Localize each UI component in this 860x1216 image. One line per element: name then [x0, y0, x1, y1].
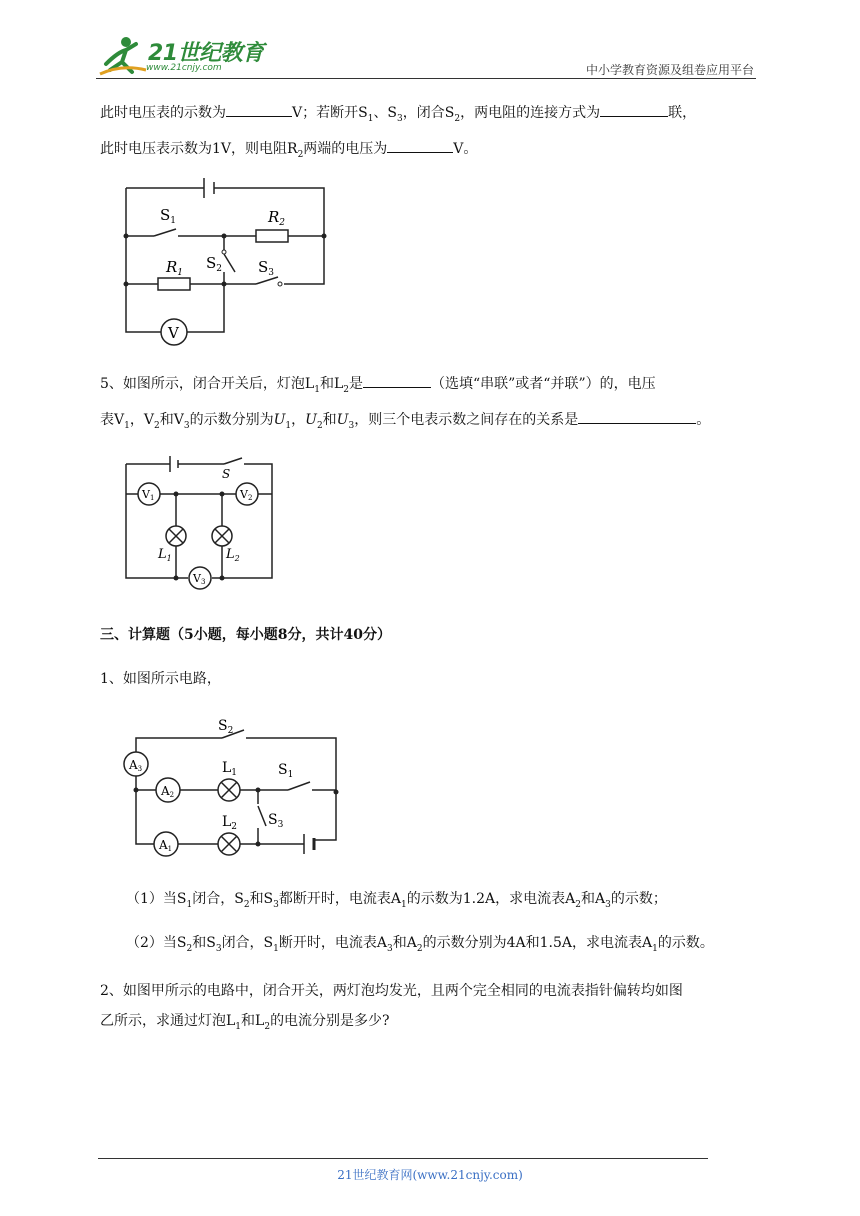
svg-text:V3: V3 [193, 572, 206, 586]
svg-text:S3: $S_3$ [268, 812, 284, 830]
header-divider [96, 78, 756, 79]
answer-blank[interactable] [226, 102, 292, 117]
q4-continuation [100, 98, 760, 170]
svg-text:S2: $S_2$ [218, 718, 234, 736]
q4-line-2: 此时电压表示数为1V，则电阻$R_2$两端的电压为 V。 [100, 134, 760, 170]
question-5 [100, 369, 760, 441]
q5-line-1: 5、如图所示，闭合开关后，灯泡$L_1$和$L_2$是 （选填“串联”或者“并联”）的，电压 [100, 369, 760, 405]
svg-text:A1: A1 [159, 838, 173, 853]
answer-blank[interactable] [387, 138, 453, 153]
logo-text: 21世纪教育 [148, 41, 264, 66]
q5-line-2: 表$V_1$，$V_2$和$V_3$的示数分别为$U_1$，$U_2$和$U_3$，则三个电表示数之间存在的关系是 。 [100, 405, 760, 441]
switch-s1-icon [288, 782, 310, 790]
svg-text:R1: $R_1$ [166, 258, 184, 278]
svg-text:L2: $L_2$ [222, 814, 238, 832]
logo-url: www.21cnjy.com [146, 63, 222, 73]
svg-text:S1: $S_1$ [278, 762, 294, 780]
svg-text:A2: A2 [161, 784, 175, 799]
switch-s1-icon [154, 229, 176, 236]
svg-text:V1: V1 [142, 488, 155, 502]
answer-blank[interactable] [363, 373, 431, 388]
circuit-diagram-1 [118, 172, 333, 347]
calc-1-part-2: （2）当$S_2$和$S_3$闭合，$S_1$断开时，电流表$A_3$和$A_2$的示数分别为4A和1.5A，求电流表$A_1$的示数。 [126, 935, 714, 954]
resistor-r1-icon [158, 278, 190, 290]
calc-2: 2、如图甲所示的电路中，闭合开关，两灯泡均发光，且两个完全相同的电流表指针偏转均如图 乙所示，求通过灯泡$L_1$和$L_2$的电流分别是多少? [100, 983, 683, 1032]
q4-line-1: 此时电压表的示数为 V；若断开$S_1$、$S_3$，闭合$S_2$，两电阻的连接方式为 联， [100, 98, 760, 134]
footer-link[interactable]: 21世纪教育网(www.21cnjy.com) [337, 1168, 523, 1182]
calc-1-intro: 1、如图所示电路， [100, 671, 221, 687]
section-title: 三、计算题（5小题，每小题8分，共计40分） [100, 627, 391, 643]
platform-name: 中小学教育资源及组卷应用平台 [585, 63, 754, 77]
svg-text:R2: $R_2$ [268, 208, 286, 228]
answer-blank[interactable] [578, 409, 696, 424]
switch-s3-icon [256, 277, 278, 284]
svg-text:V2: V2 [240, 488, 253, 502]
svg-text:L2: $L_2$ [226, 547, 240, 563]
svg-text:S: S [222, 467, 231, 481]
svg-text:L1: $L_1$ [222, 760, 238, 778]
switch-s2-icon [224, 254, 235, 272]
svg-text:A3: A3 [129, 758, 143, 773]
svg-text:V: V [168, 324, 179, 342]
switch-s3-icon [258, 806, 266, 826]
svg-text:S1: $S_1$ [160, 206, 177, 226]
svg-text:S3: $S_3$ [258, 258, 275, 278]
circuit-diagram-3 [118, 712, 343, 862]
answer-blank[interactable] [600, 102, 668, 117]
runner-logo-icon [96, 34, 148, 78]
calc-1-part-1: （1）当$S_1$闭合，$S_2$和$S_3$都断开时，电流表$A_1$的示数为1.2A，求电流表$A_2$和$A_3$的示数； [126, 891, 667, 910]
svg-text:L1: $L_1$ [158, 547, 172, 563]
site-logo [96, 34, 266, 78]
svg-text:S2: $S_2$ [206, 254, 223, 274]
circuit-diagram-2 [118, 450, 280, 590]
switch-s-icon [224, 458, 242, 464]
footer-divider [98, 1158, 708, 1159]
resistor-r2-icon [256, 230, 288, 242]
